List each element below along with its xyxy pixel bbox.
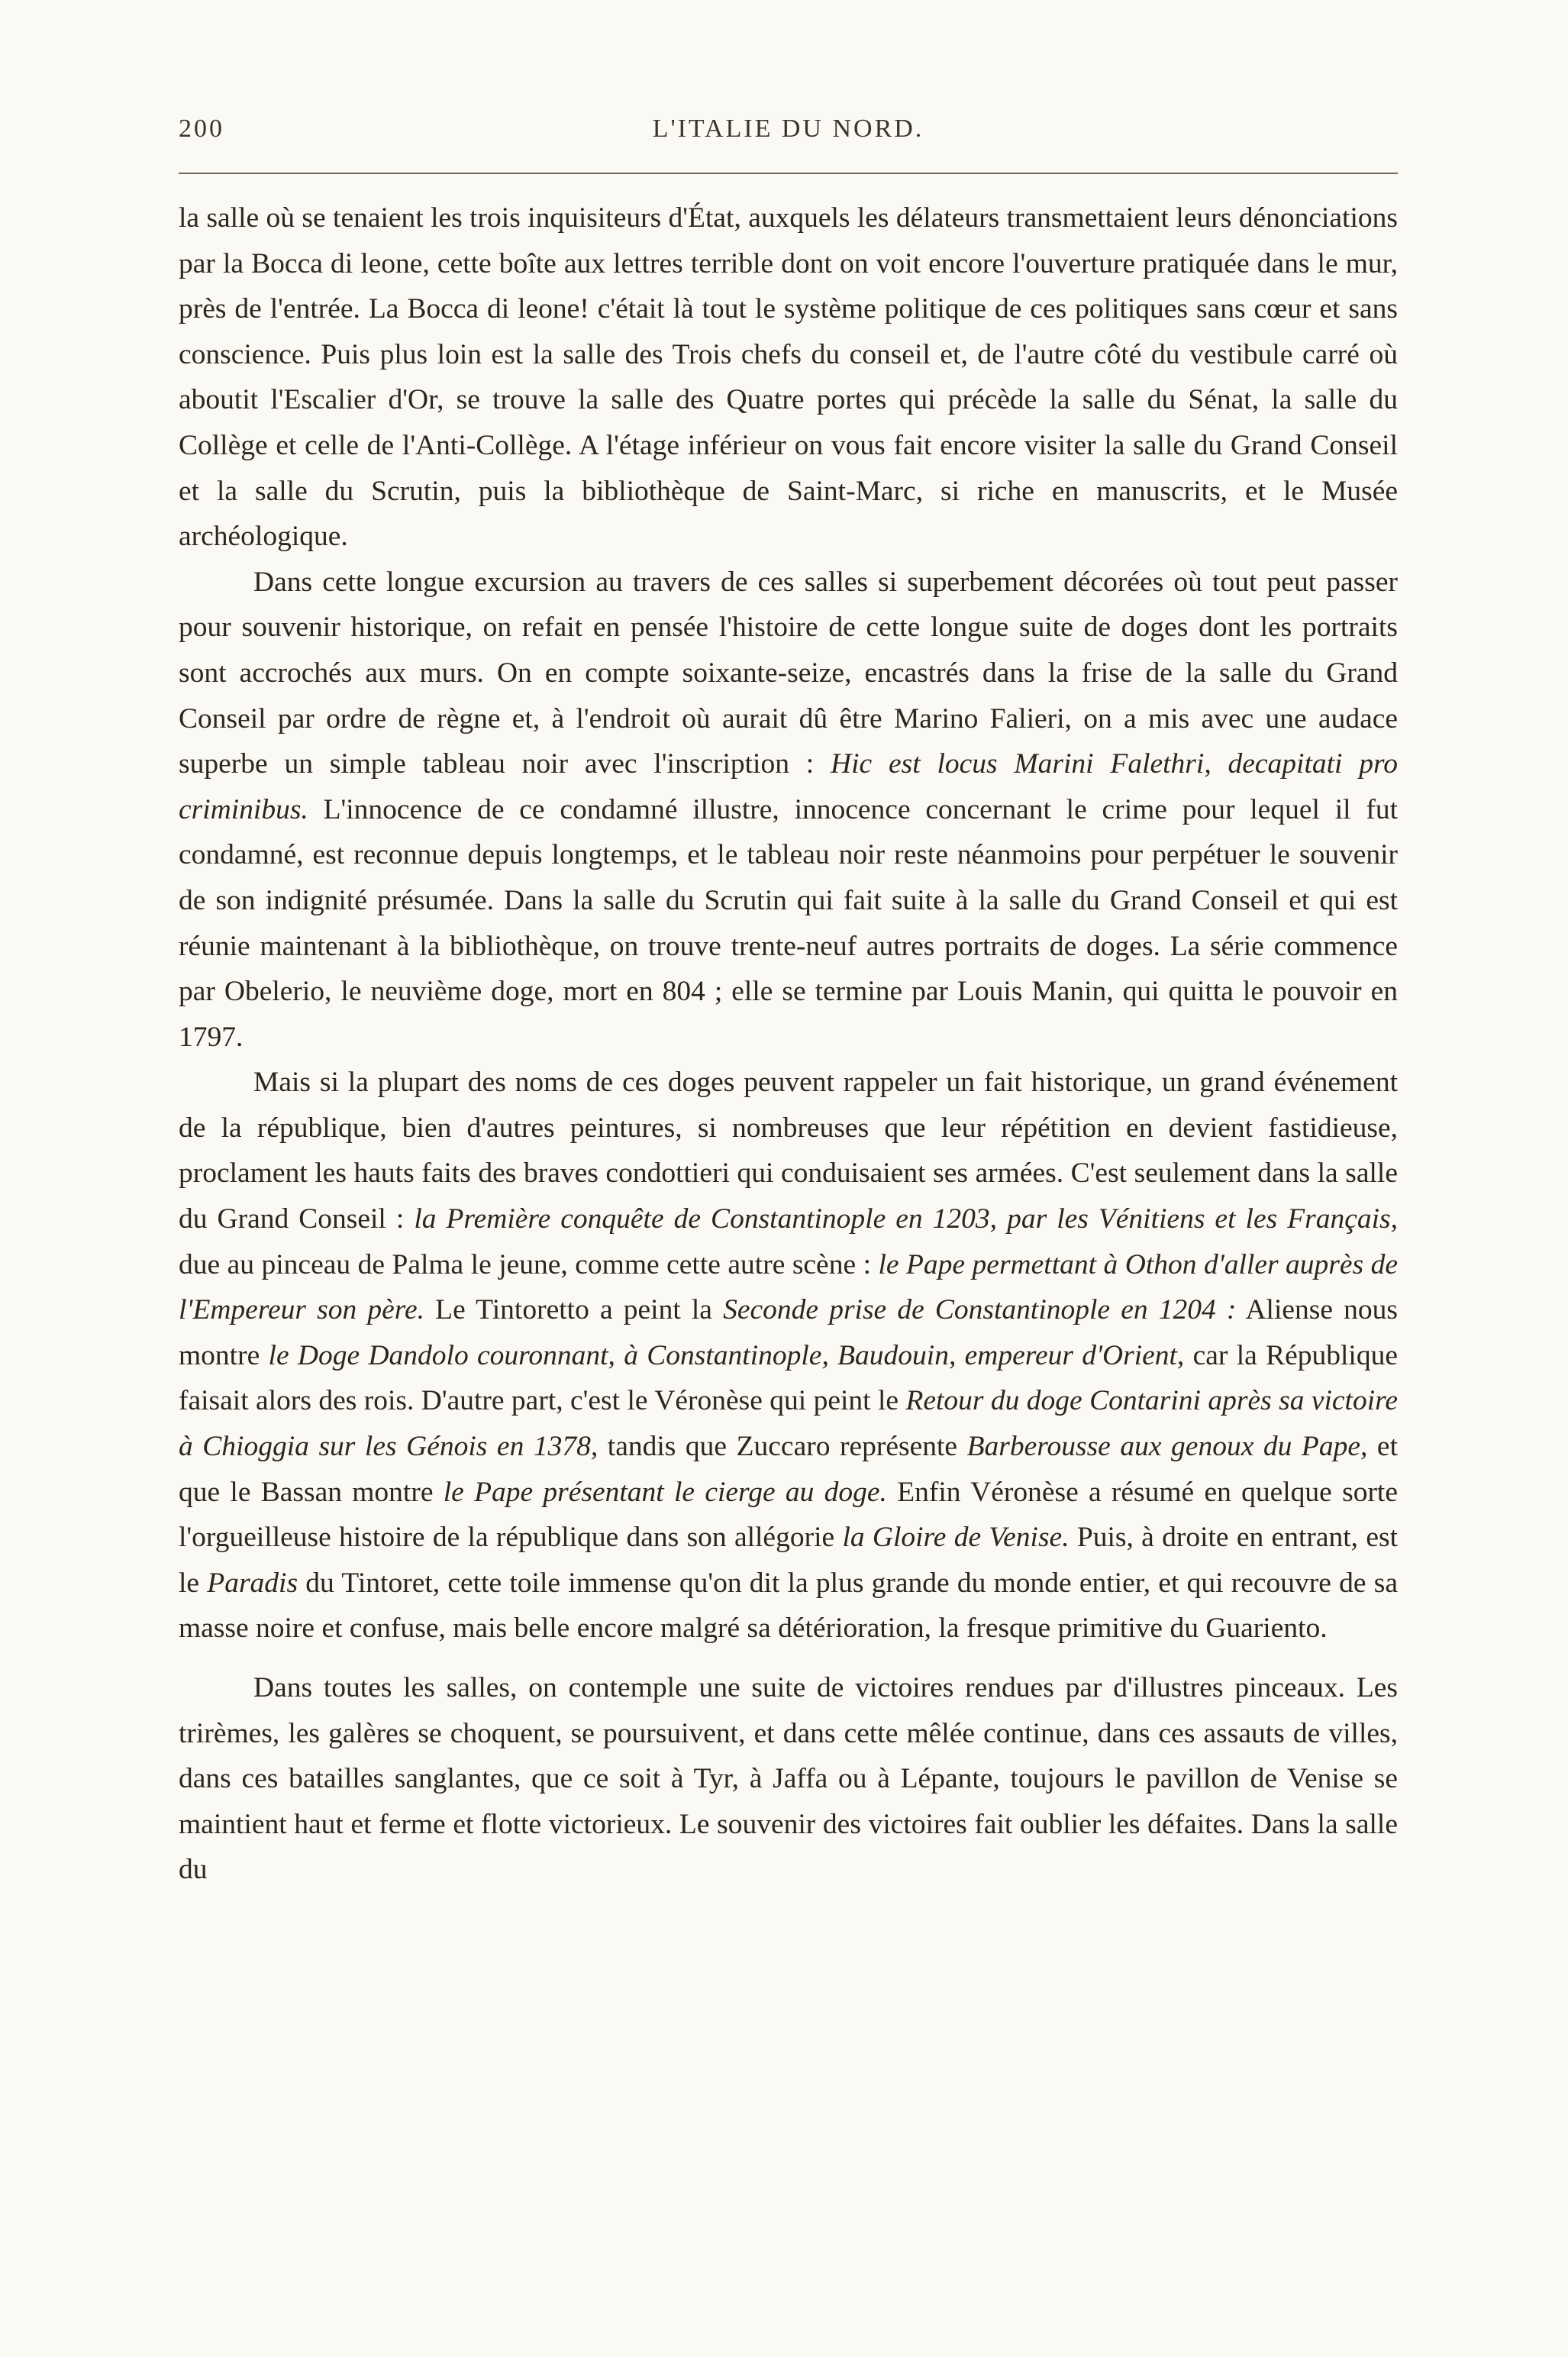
- text-run: Aliense nous montre: [179, 1294, 1398, 1371]
- text-run: et que le Bassan montre: [179, 1431, 1398, 1508]
- italic-title: Seconde prise de Constantinople en 1204 :: [723, 1294, 1237, 1326]
- page-number: 200: [179, 115, 224, 143]
- text-run: due au pinceau de Palma le jeune, comme cette autre scène :: [179, 1248, 879, 1280]
- text-run: Dans cette longue excursion au travers de ces salles si superbement décorées où tout peut passer pour souvenir historique, on refait en pensée l'histoire de cette longue suite de doges dont les portraits sont accrochés aux murs. On en compte soixante-seize, encastrés dans la frise de la salle du Grand Conseil par ordre de règne et, à l'endroit où aurait dû être Marino Falieri, on a mis avec une audace superbe un simple tableau noir avec l'inscription :: [179, 566, 1398, 780]
- italic-title: la Première conquête de Constantinople en 1203, par les Vénitiens et les Français,: [414, 1203, 1398, 1235]
- running-title: L'ITALIE DU NORD.: [652, 115, 924, 143]
- page-header: [179, 115, 1398, 145]
- text-run: car la République faisait alors des rois. D'autre part, c'est le Véronèse qui peint le: [179, 1339, 1398, 1417]
- italic-title: Hic est locus Marini Falethri, decapitati pro criminibus.: [179, 748, 1398, 825]
- text-run: tandis que Zuccaro représente: [598, 1431, 967, 1463]
- italic-title: Retour du doge Contarini après sa victoire à Chioggia sur les Génois en 1378,: [179, 1385, 1398, 1463]
- text-run: Puis, à droite en entrant, est le: [179, 1522, 1398, 1599]
- italic-title: le Pape présentant le cierge au doge.: [443, 1476, 887, 1508]
- italic-title: Barberousse aux genoux du Pape,: [966, 1431, 1368, 1463]
- body-text: [179, 195, 1398, 1893]
- text-run: Mais si la plupart des noms de ces doges peuvent rappeler un fait historique, un grand événement de la république, bien d'autres peintures, si nombreuses que leur répétition en devient fastidieuse, proclament les hauts faits des braves condottieri qui conduisaient ses armées. C'est seulement dans la salle du Grand Conseil :: [179, 1067, 1398, 1235]
- text-run: du Tintoret, cette toile immense qu'on dit la plus grande du monde entier, et qui recouvre de sa masse noire et confuse, mais belle encore malgré sa détérioration, la fresque primitive du Guariento.: [179, 1567, 1398, 1645]
- paragraph: [179, 195, 1398, 560]
- text-run: Enfin Véronèse a résumé en quelque sorte l'orgueilleuse histoire de la république dans son allégorie: [179, 1476, 1398, 1554]
- italic-title: le Doge Dandolo couronnant, à Constantinople, Baudouin, empereur d'Orient,: [268, 1339, 1185, 1371]
- header-rule: [179, 173, 1398, 174]
- italic-title: la Gloire de Venise.: [842, 1522, 1070, 1554]
- text-run: la salle où se tenaient les trois inquisiteurs d'État, auxquels les délateurs transmettaient leurs dénonciations par la Bocca di leone, cette boîte aux lettres terrible dont on voit encore l'ouverture pratiquée dans le mur, près de l'entrée. La Bocca di leone! c'était là tout le système politique de ces politiques sans cœur et sans conscience. Puis plus loin est la salle des Trois chefs du conseil et, de l'autre côté du vestibule carré où aboutit l'Escalier d'Or, se trouve la salle des Quatre portes qui précède la salle du Sénat, la salle du Collège et celle de l'Anti-Collège. A l'étage inférieur on vous fait encore visiter la salle du Grand Conseil et la salle du Scrutin, puis la bibliothèque de Saint-Marc, si riche en manuscrits, et le Musée archéologique.: [179, 202, 1398, 553]
- text-run: Dans toutes les salles, on contemple une suite de victoires rendues par d'illustres pinceaux. Les trirèmes, les galères se choquent, se poursuivent, et dans cette mêlée continue, dans ces assauts de villes, dans ces batailles sanglantes, que ce soit à Tyr, à Jaffa ou à Lépante, toujours le pavillon de Venise se maintient haut et ferme et flotte victorieux. Le souvenir des victoires fait oublier les défaites. Dans la salle du: [179, 1672, 1398, 1886]
- text-run: L'innocence de ce condamné illustre, innocence concernant le crime pour lequel il fut condamné, est reconnue depuis longtemps, et le tableau noir reste néanmoins pour perpétuer le souvenir de son indignité présumée. Dans la salle du Scrutin qui fait suite à la salle du Grand Conseil et qui est réunie maintenant à la bibliothèque, on trouve trente-neuf autres portraits de doges. La série commence par Obelerio, le neuvième doge, mort en 804 ; elle se termine par Louis Manin, qui quitta le pouvoir en 1797.: [179, 793, 1398, 1053]
- paragraph: [179, 1060, 1398, 1652]
- italic-title: le Pape permettant à Othon d'aller auprès de l'Empereur son père.: [179, 1248, 1399, 1326]
- paragraph: [179, 560, 1398, 1061]
- text-run: Le Tintoretto a peint la: [424, 1294, 724, 1326]
- paragraph: [179, 1665, 1398, 1893]
- italic-title: Paradis: [207, 1567, 298, 1599]
